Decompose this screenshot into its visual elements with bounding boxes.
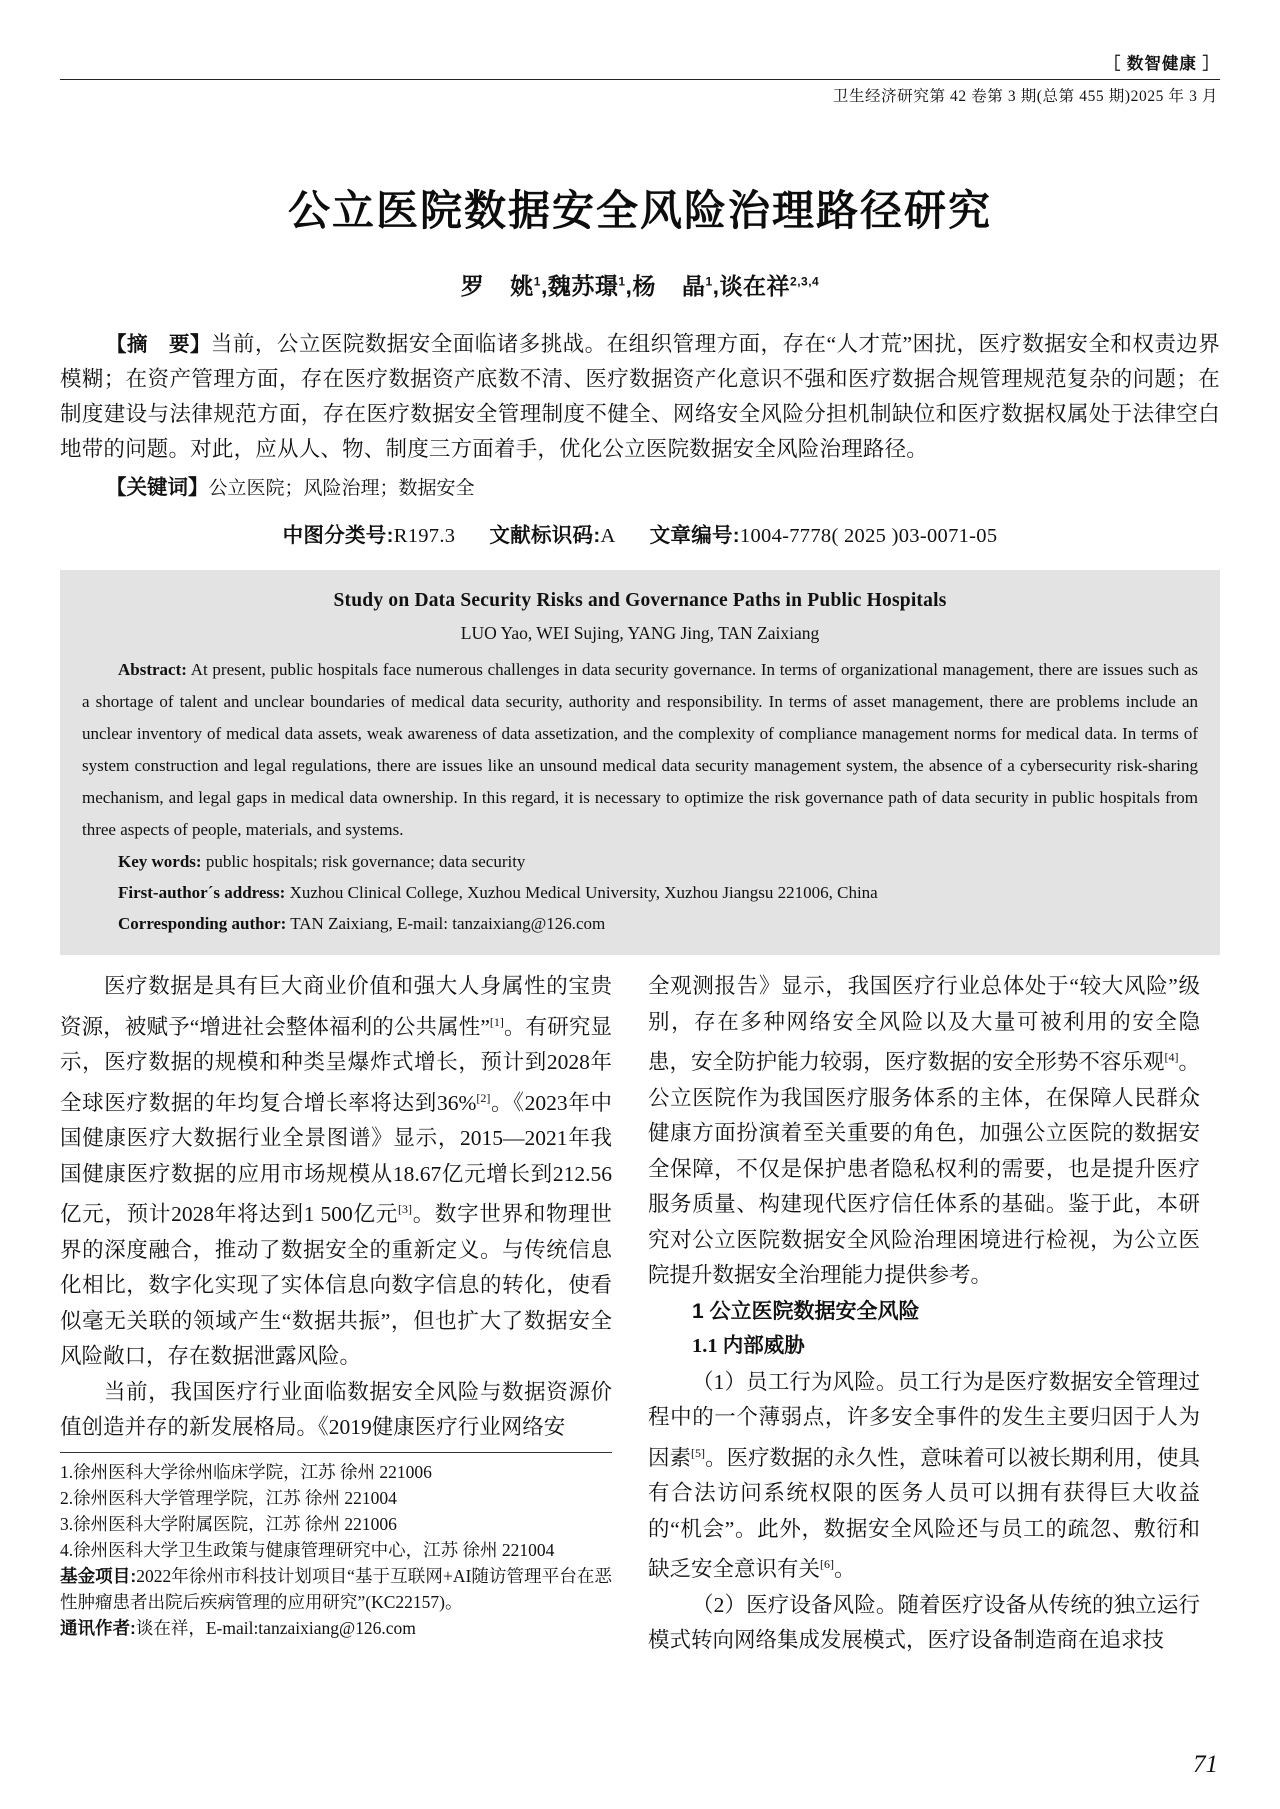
- author-3-surname: 杨: [632, 273, 656, 299]
- article-id-label: 文章编号:: [649, 524, 740, 547]
- english-title: Study on Data Security Risks and Governance Paths in Public Hospitals: [333, 590, 947, 611]
- author-list: 罗 姚$^1$,魏苏璟$^1$,杨 晶$^1$,谈在祥$^{2,3,4}$: [460, 273, 820, 299]
- section-heading-1: 1 公立医院数据安全风险: [692, 1299, 920, 1323]
- english-keywords-label: Key words:: [118, 852, 202, 871]
- keywords-text: 公立医院；风险治理；数据安全: [208, 478, 475, 499]
- corresponding-footnote: [60, 1615, 612, 1641]
- english-keywords-line: [82, 846, 1198, 877]
- corresponding-author-label: Corresponding author:: [118, 914, 287, 933]
- doc-code-value: A: [600, 525, 616, 547]
- page-header: [60, 50, 1220, 116]
- clc-value: R197.3: [393, 525, 456, 547]
- left-paragraph-2: 当前，我国医疗行业面临数据安全风险与数据资源价值创造并存的新发展格局。《2019健康医疗行业网络安: [60, 1379, 612, 1440]
- corr-label: 通讯作者:: [60, 1617, 136, 1638]
- corresponding-author-line: [82, 908, 1198, 939]
- english-abstract-text: At present, public hospitals face numerous challenges in data security governance. In terms of organizational management, there are issues such as a shortage of talent and unclear boundaries of medical data security, authority and responsibility. In terms of asset management, there are problems include an unclear inventory of medical data assets, weak awareness of data assetization, and the complexity of compliance management norms for medical data. In terms of system construction and legal regulations, there are issues like an unsound medical data security management system, the absence of a cybersecurity risk-sharing mechanism, and legal gaps in medical data ownership. In this regard, it is necessary to optimize the risk governance path of data security in public hospitals from three aspects of people, materials, and systems.: [82, 660, 1198, 839]
- english-keywords-text: public hospitals; risk governance; data security: [205, 852, 526, 871]
- doc-code-label: 文献标识码:: [489, 524, 601, 547]
- author-2-affmark: 1: [618, 274, 626, 289]
- affiliation-1: 1.徐州医科大学徐州临床学院，江苏 徐州 221006: [60, 1461, 432, 1482]
- author-3-affmark: 1: [705, 274, 713, 289]
- body-columns: [60, 969, 1220, 1659]
- right-paragraph-2: （1）员工行为风险。员工行为是医疗数据安全管理过程中的一个薄弱点，许多安全事件的发生主要归因于人为因素[5]。医疗数据的永久性，意味着可以被长期利用，使具有合法访问系统权限的医务人员可以拥有获得巨大收益的“机会”。此外，数据安全风险还与员工的疏忽、敷衍和缺乏安全意识有关[6]。: [648, 1369, 1200, 1582]
- author-1-affmark: 1: [533, 274, 541, 289]
- right-paragraph-1: 全观测报告》显示，我国医疗行业总体处于“较大风险”级别，存在多种网络安全风险以及大量可被利用的安全隐患，安全防护能力较弱，医疗数据的安全形势不容乐观[4]。公立医院作为我国医疗服务体系的主体，在保障人民群众健康方面扮演着至关重要的角色，加强公立医院的数据安全保障，不仅是保护患者隐私权利的需要，也是提升医疗服务质量、构建现代医疗信任体系的基础。鉴于此，本研究对公立医院数据安全风险治理困境进行检视，为公立医院提升数据安全治理能力提供参考。: [648, 974, 1200, 1288]
- left-paragraph-1: 医疗数据是具有巨大商业价值和强大人身属性的宝贵资源，被赋予“增进社会整体福利的公共属性”[1]。有研究显示，医疗数据的规模和种类呈爆炸式增长，预计到2028年全球医疗数据的年均复合增长率将达到36%[2]。《2023年中国健康医疗大数据行业全景图谱》显示，2015—2021年我国健康医疗数据的应用市场规模从18.67亿元增长到212.56 亿元，预计2028年将达到1 500亿元[3]。数字世界和物理世界的深度融合，推动了数据安全的重新定义。与传统信息化相比，数字化实现了实体信息向数字信息的转化，使看似毫无关联的领域产生“数据共振”，但也扩大了数据安全风险敞口，存在数据泄露风险。: [60, 974, 612, 1369]
- classification-line: [60, 518, 1220, 548]
- right-column: [648, 969, 1200, 1659]
- fund-label: 基金项目:: [60, 1565, 137, 1586]
- affiliation-3: 3.徐州医科大学附属医院，江苏 徐州 221006: [60, 1513, 397, 1534]
- author-3-given: 晶: [681, 273, 706, 299]
- left-column: [60, 969, 612, 1659]
- chinese-abstract-block: [60, 327, 1220, 548]
- english-abstract-box: [60, 570, 1220, 955]
- abstract-text: 当前，公立医院数据安全面临诸多挑战。在组织管理方面，存在“人才荒”困扰，医疗数据安全和权责边界模糊；在资产管理方面，存在医疗数据资产底数不清、医疗数据资产化意识不强和医疗数据合规管理规范复杂的问题；在制度建设与法律规范方面，存在医疗数据安全管理制度不健全、网络安全风险分担机制缺位和医疗数据权属处于法律空白地带的问题。对此，应从人、物、制度三方面着手，优化公立医院数据安全风险治理路径。: [60, 332, 1220, 461]
- section-heading-1-1: 1.1 内部威胁: [692, 1335, 805, 1358]
- doc-code-segment: [489, 518, 615, 548]
- article-id-value: 1004-7778( 2025 )03-0071-05: [739, 525, 998, 547]
- corr-text: 谈在祥，E-mail:tanzaixiang@126.com: [135, 1617, 416, 1638]
- footnote-block: [60, 1452, 612, 1641]
- author-4-name: 谈在祥: [719, 273, 791, 299]
- right-paragraph-3: （2）医疗设备风险。随着医疗设备从传统的独立运行模式转向网络集成发展模式，医疗设备制造商在追求技: [648, 1592, 1200, 1653]
- page-number: 71: [1193, 1751, 1218, 1778]
- chinese-keywords: [60, 471, 1220, 506]
- article-id-segment: [650, 518, 998, 548]
- english-abstract-label: Abstract:: [118, 660, 187, 679]
- chinese-abstract: [60, 327, 1220, 467]
- section-tag: ［ 数智健康 ］: [1103, 55, 1220, 73]
- fund-project: [60, 1563, 612, 1615]
- clc-label: 中图分类号:: [282, 524, 394, 547]
- abstract-label: 【摘 要】: [106, 333, 211, 356]
- first-author-address-line: [82, 877, 1198, 908]
- keywords-label: 【关键词】: [106, 476, 209, 499]
- fund-text: 2022年徐州市科技计划项目“基于互联网+AI随访管理平台在恶性肿瘤患者出院后疾病管理的应用研究”(KC22157)。: [60, 1565, 612, 1612]
- author-1-given: 姚: [510, 273, 534, 299]
- first-author-address-label: First-author´s address:: [118, 883, 286, 902]
- english-author-list: LUO Yao, WEI Sujing, YANG Jing, TAN Zaixiang: [460, 623, 820, 643]
- author-1-surname: 罗: [460, 273, 485, 299]
- affiliation-2: 2.徐州医科大学管理学院，江苏 徐州 221004: [60, 1487, 397, 1508]
- author-2-name: 魏苏璟: [547, 273, 619, 299]
- clc-segment: [283, 518, 456, 548]
- article-title: 公立医院数据安全风险治理路径研究: [287, 187, 992, 234]
- journal-issue-line: 卫生经济研究第 42 卷第 3 期(总第 455 期)2025 年 3 月: [832, 88, 1218, 105]
- journal-page: [0, 50, 1280, 1809]
- first-author-address-text: Xuzhou Clinical College, Xuzhou Medical University, Xuzhou Jiangsu 221006, China: [289, 883, 878, 902]
- affiliation-4: 4.徐州医科大学卫生政策与健康管理研究中心，江苏 徐州 221004: [60, 1539, 555, 1560]
- corresponding-author-text: TAN Zaixiang, E-mail: tanzaixiang@126.com: [290, 914, 606, 933]
- author-4-affmark: 2,3,4: [790, 274, 820, 289]
- header-divider: [60, 79, 1220, 80]
- english-abstract-paragraph: [82, 654, 1198, 846]
